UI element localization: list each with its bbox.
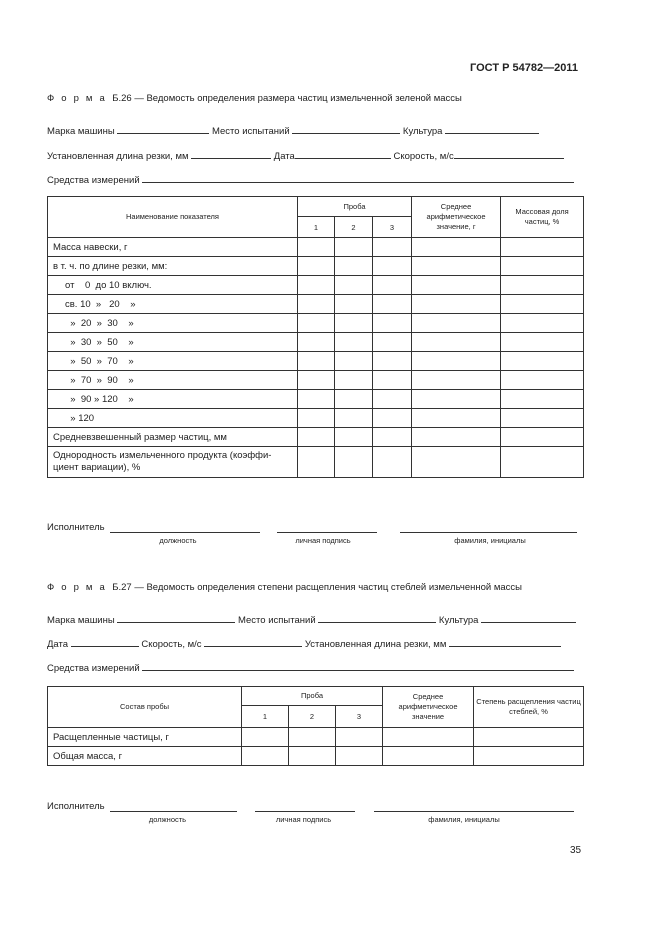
sample-number: 3 [373, 217, 412, 238]
data-cell[interactable] [501, 447, 584, 478]
document-standard-number: ГОСТ Р 54782—2011 [470, 62, 578, 74]
data-cell[interactable] [501, 390, 584, 409]
data-cell[interactable] [335, 447, 373, 478]
data-cell[interactable] [242, 728, 289, 747]
sample-number: 2 [335, 217, 373, 238]
col-header-sample: Проба [298, 197, 412, 217]
data-cell[interactable] [412, 371, 501, 390]
date-blank[interactable] [295, 148, 391, 159]
speed-label: Скорость, м/с [393, 151, 454, 162]
col-header-degree: Степень расщепления частиц стеблей, % [474, 687, 584, 728]
table-row [48, 276, 584, 295]
machine-blank[interactable] [117, 123, 209, 134]
data-cell[interactable] [335, 276, 373, 295]
form26-field-row-3 [47, 172, 574, 186]
row-label: в т. ч. по длине резки, мм: [48, 257, 298, 276]
instruments-label: Средства измерений [47, 663, 140, 674]
row-label: » 50 » 70 » [48, 352, 298, 371]
date-label: Дата [273, 151, 295, 162]
data-cell[interactable] [298, 257, 335, 276]
data-cell[interactable] [412, 238, 501, 257]
cut-length-blank[interactable] [191, 148, 271, 159]
executor27-label: Исполнитель [47, 801, 105, 812]
speed-blank[interactable] [454, 148, 564, 159]
data-cell[interactable] [412, 295, 501, 314]
data-cell[interactable] [298, 333, 335, 352]
table-row [48, 371, 584, 390]
form26-table [47, 196, 584, 478]
data-cell[interactable] [335, 257, 373, 276]
data-cell[interactable] [474, 747, 584, 766]
data-cell[interactable] [373, 409, 412, 428]
executor26-position-line[interactable] [110, 532, 260, 533]
data-cell[interactable] [373, 257, 412, 276]
col-header-sample: Проба [242, 687, 383, 706]
data-cell[interactable] [335, 390, 373, 409]
form26-field-row-1 [47, 123, 539, 137]
row-label: » 20 » 30 » [48, 314, 298, 333]
table-row [48, 728, 584, 747]
data-cell[interactable] [373, 447, 412, 478]
data-cell[interactable] [298, 447, 335, 478]
machine-blank[interactable] [117, 612, 235, 623]
data-cell[interactable] [501, 257, 584, 276]
table-row [48, 409, 584, 428]
form27-title-word: Ф о р м а [47, 582, 107, 593]
data-cell[interactable] [501, 276, 584, 295]
table-row [48, 428, 584, 447]
data-cell[interactable] [501, 371, 584, 390]
form27-title [47, 582, 522, 593]
form26-title [47, 93, 462, 104]
data-cell[interactable] [412, 333, 501, 352]
data-cell[interactable] [298, 276, 335, 295]
data-cell[interactable] [289, 728, 336, 747]
col-header-mean: Среднее арифметическое значение [383, 687, 474, 728]
data-cell[interactable] [412, 276, 501, 295]
form26-field-row-2 [47, 148, 564, 162]
data-cell[interactable] [289, 747, 336, 766]
cut-length-label: Установленная длина резки, мм [47, 151, 189, 162]
row-label: » 90 » 120 » [48, 390, 298, 409]
data-cell[interactable] [412, 257, 501, 276]
form27-table [47, 686, 584, 766]
row-label-line: Однородность измельченного продукта (коэффи- [53, 450, 272, 461]
data-cell[interactable] [412, 409, 501, 428]
col-header-composition: Состав пробы [48, 687, 242, 728]
data-cell[interactable] [298, 314, 335, 333]
data-cell[interactable] [373, 295, 412, 314]
row-label: » 120 [48, 409, 298, 428]
data-cell[interactable] [412, 352, 501, 371]
crop-blank[interactable] [445, 123, 539, 134]
col-header-mean: Среднее арифметическое значение, г [412, 197, 501, 238]
data-cell[interactable] [501, 352, 584, 371]
data-cell[interactable] [373, 428, 412, 447]
data-cell[interactable] [501, 295, 584, 314]
executor26-name-caption: фамилия, инициалы [454, 536, 526, 545]
crop-blank[interactable] [481, 612, 576, 623]
data-cell[interactable] [373, 314, 412, 333]
form27-field-row-1 [47, 612, 576, 626]
data-cell[interactable] [373, 390, 412, 409]
data-cell[interactable] [373, 333, 412, 352]
col-header-share: Массовая доля частиц, % [501, 197, 584, 238]
row-label: Средневзвешенный размер частиц, мм [48, 428, 298, 447]
cut-length-blank[interactable] [449, 636, 561, 647]
data-cell[interactable] [383, 747, 474, 766]
data-cell[interactable] [335, 314, 373, 333]
data-cell[interactable] [335, 352, 373, 371]
executor26-label: Исполнитель [47, 522, 105, 533]
executor26-position-caption: должность [159, 536, 197, 545]
data-cell[interactable] [412, 428, 501, 447]
row-label: » 70 » 90 » [48, 371, 298, 390]
table-row [48, 238, 584, 257]
place-blank[interactable] [318, 612, 436, 623]
row-label: Общая масса, г [48, 747, 242, 766]
data-cell[interactable] [335, 333, 373, 352]
executor27-name-line[interactable] [374, 811, 574, 812]
data-cell[interactable] [335, 238, 373, 257]
instruments-blank[interactable] [142, 172, 574, 183]
data-cell[interactable] [298, 352, 335, 371]
executor27-name-caption: фамилия, инициалы [428, 815, 500, 824]
speed-blank[interactable] [204, 636, 302, 647]
data-cell[interactable] [298, 428, 335, 447]
place-label: Место испытаний [237, 615, 316, 626]
place-blank[interactable] [292, 123, 400, 134]
table-row [48, 333, 584, 352]
data-cell[interactable] [335, 295, 373, 314]
instruments-blank[interactable] [142, 660, 574, 671]
data-cell[interactable] [501, 428, 584, 447]
data-cell[interactable] [373, 352, 412, 371]
data-cell[interactable] [412, 447, 501, 478]
executor27-position-line[interactable] [110, 811, 237, 812]
data-cell[interactable] [373, 276, 412, 295]
sample-number: 2 [289, 706, 336, 728]
form26-title-word: Ф о р м а [47, 93, 107, 104]
form26-title-text: Б.26 — Ведомость определения размера частиц измельченной зеленой массы [112, 93, 462, 104]
cut-length-label: Установленная длина резки, мм [304, 639, 447, 650]
data-cell[interactable] [335, 409, 373, 428]
data-cell[interactable] [373, 371, 412, 390]
crop-label: Культура [402, 126, 443, 137]
sample-number: 1 [298, 217, 335, 238]
row-label: Масса навески, г [48, 238, 298, 257]
executor27-position-caption: должность [148, 815, 187, 824]
data-cell[interactable] [335, 371, 373, 390]
row-label: Расщепленные частицы, г [48, 728, 242, 747]
instruments-label: Средства измерений [47, 175, 140, 186]
row-label: св. 10 » 20 » [48, 295, 298, 314]
table-row [48, 352, 584, 371]
data-cell[interactable] [383, 728, 474, 747]
data-cell[interactable] [298, 238, 335, 257]
data-cell[interactable] [501, 238, 584, 257]
data-cell[interactable] [335, 428, 373, 447]
data-cell[interactable] [501, 314, 584, 333]
table-row [48, 257, 584, 276]
row-label: от 0 до 10 включ. [48, 276, 298, 295]
data-cell[interactable] [474, 728, 584, 747]
executor26-signature-caption: личная подпись [295, 536, 351, 545]
data-cell[interactable] [501, 333, 584, 352]
executor26-signature-line[interactable] [277, 532, 377, 533]
data-cell[interactable] [298, 371, 335, 390]
form27-field-row-3 [47, 660, 574, 674]
executor27-signature-caption: личная подпись [275, 815, 332, 824]
speed-label: Скорость, м/с [141, 639, 202, 650]
table-row [48, 747, 584, 766]
sample-number: 3 [336, 706, 383, 728]
executor26-name-line[interactable] [400, 532, 577, 533]
crop-label: Культура [438, 615, 479, 626]
page-number: 35 [570, 845, 582, 856]
table-row [48, 295, 584, 314]
date-label: Дата [47, 639, 69, 650]
table-row [48, 314, 584, 333]
row-label-line: циент вариации), % [53, 462, 141, 473]
data-cell[interactable] [412, 390, 501, 409]
data-cell[interactable] [298, 409, 335, 428]
data-cell[interactable] [242, 747, 289, 766]
row-label: » 30 » 50 » [48, 333, 298, 352]
machine-label: Марка машины [47, 126, 115, 137]
data-cell[interactable] [501, 409, 584, 428]
col-header-indicator: Наименование показателя [48, 197, 298, 238]
row-label-uniformity [48, 447, 298, 478]
data-cell[interactable] [336, 747, 383, 766]
date-blank[interactable] [71, 636, 139, 647]
table-row [48, 447, 584, 478]
place-label: Место испытаний [211, 126, 290, 137]
data-cell[interactable] [298, 295, 335, 314]
machine-label: Марка машины [47, 615, 115, 626]
data-cell[interactable] [373, 238, 412, 257]
form27-field-row-2 [47, 636, 561, 650]
executor27-signature-line[interactable] [255, 811, 355, 812]
data-cell[interactable] [336, 728, 383, 747]
form27-title-text: Б.27 — Ведомость определения степени расщепления частиц стеблей измельченной массы [112, 582, 522, 593]
data-cell[interactable] [298, 390, 335, 409]
sample-number: 1 [242, 706, 289, 728]
table-row [48, 390, 584, 409]
data-cell[interactable] [412, 314, 501, 333]
